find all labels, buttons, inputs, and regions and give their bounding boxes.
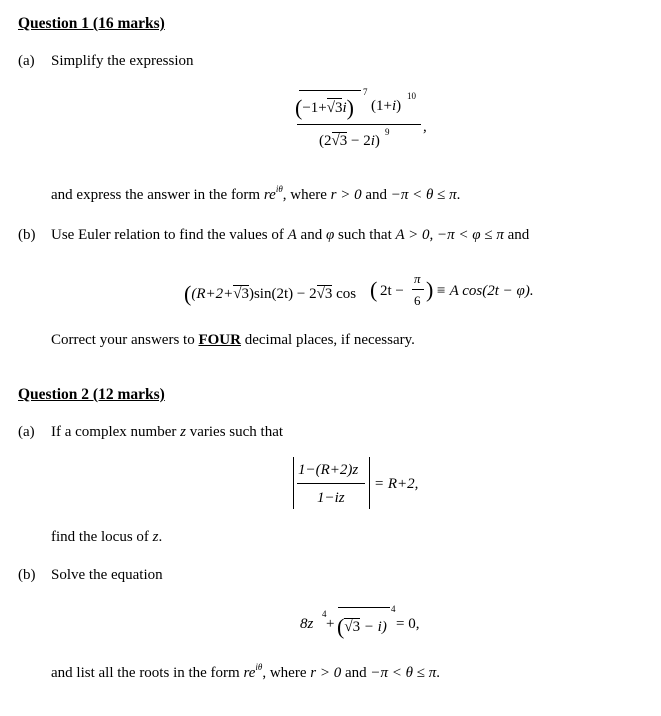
q2-b-eq-plus: + [326,616,335,632]
q2-a-numerator: 1−(R+2)z [298,462,359,478]
q1-b-eq-six: 6 [414,293,421,308]
q1-a-numerator: (−1+√3i) [295,95,354,120]
q1-b-eq-paren-close: ) [426,277,434,302]
q2-b-eq-8z: 8z [300,616,314,632]
q1-a-fraction [295,87,427,160]
q1-a-denominator: (2√3 − 2i) [319,133,380,149]
q1-b-label: (b) [18,227,36,243]
q2-a-label: (a) [18,424,35,440]
q2-b-eq-rhs: = 0, [396,616,420,632]
q2-a-abs-right [369,457,370,509]
q2-a-rhs: = R+2, [374,476,419,492]
q1-a-num-exp2: 10 [407,91,416,101]
q1-a-label: (a) [18,53,35,69]
q1-b-text-line: Use Euler relation to find the values of A and φ such that A > 0, −π < φ ≤ π and [51,227,530,243]
q2-b-eq-exp1: 4 [322,609,327,619]
q2-a-text-line: If a complex number z varies such that [51,424,284,440]
q1-a-fraction-line [297,124,421,125]
q2-b-text: Solve the equation [51,567,163,583]
q1-heading: Question 1 (16 marks) [18,15,165,32]
q2-b-eq-exp2: 4 [391,604,396,614]
q2-b-conj-bar [338,607,390,608]
q1-a-num-exp1: 7 [363,87,368,97]
q2-a-denominator: 1−iz [317,490,345,506]
q1-b-eq-left: ((R+2+√3)sin(2t) − 2√3 cos [184,281,357,306]
q2-heading: Question 2 (12 marks) [18,386,165,403]
q1-a-text: Simplify the expression [51,53,194,69]
q2-a-equation [293,455,433,515]
q2-b-equation [300,605,440,641]
q2-a-fraction-line [297,483,365,484]
q2-b-label: (b) [18,567,36,583]
q1-a-den-exp: 9 [385,127,390,137]
q2-b-eq-conj: (√3 − i) [337,614,387,639]
q1-b-note: Correct your answers to FOUR decimal places, if necessary. [51,332,415,348]
q1-a-comma: , [423,119,427,135]
q1-b-eq-right: ≡ A cos(2t − φ). [436,283,534,299]
q1-b-eq-2t: 2t − [380,283,404,299]
q2-b-list-line: and list all the roots in the form $re^{i\theta}$, where r > 0 and −π < θ ≤ π. [51,662,441,681]
q1-b-eq-paren-open: ( [370,277,378,302]
q1-a-form-line: and express the answer in the form $re^{i\theta}$, where r > 0 and −π < θ ≤ π. [51,184,461,203]
q2-a-abs-left [293,457,294,509]
q1-b-equation [184,268,544,312]
q2-a-find-line: find the locus of z. [51,529,163,545]
q1-a-conj-bar [299,90,361,91]
q1-b-eq-frac-line [412,289,424,290]
q1-b-eq-pi: π [414,271,421,286]
q1-a-num-part2: (1+i) [371,98,402,114]
